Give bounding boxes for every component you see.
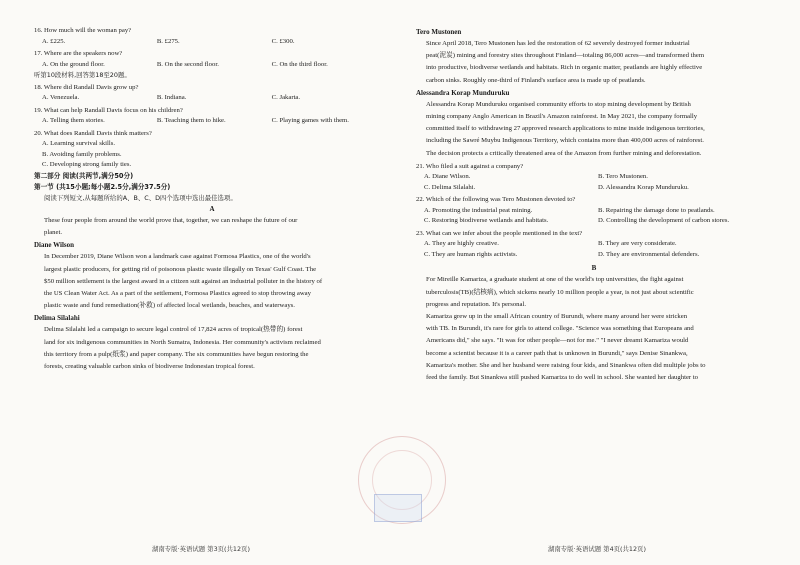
silalahi-line: Delima Silalahi led a campaign to secure legal control of 17,824 acres of tropical(热带的) forest xyxy=(44,326,303,334)
options-18 xyxy=(34,93,390,104)
options-20 xyxy=(34,139,390,171)
option-19-c: C. Playing games with them. xyxy=(271,117,349,124)
options-19 xyxy=(34,116,390,127)
watermark-badge xyxy=(374,494,422,522)
option-22-b: B. Repairing the damage done to peatlands. xyxy=(598,206,715,214)
mustonen-line: Since April 2018, Tero Mustonen has led the restoration of 62 severely destroyed former industrial xyxy=(426,40,690,47)
option-23-b: B. They are very considerate. xyxy=(598,240,677,248)
passage-b-line: with TB. In Burundi, it's rare for girls to attend college. "Science was something that Europeans and xyxy=(426,325,694,333)
part-heading: 第二部分 阅读(共两节,满分50分) xyxy=(34,171,134,180)
intro-line: These four people from around the world prove that, together, we can reshape the future of our xyxy=(44,217,298,224)
mustonen-line: peat(泥炭) mining and forestry sites throughout Finland—totaling 86,000 acres—and transformed them xyxy=(426,52,705,60)
munduruku-line: including the Sawré Muybu Indigenous Territory, which contains more than 400,000 acres of rainforest. xyxy=(426,137,704,145)
section-heading: 第一节 (共15小题;每小题2.5分,满分37.5分) xyxy=(34,182,171,191)
question-22: 22. Which of the following was Tero Mustonen devoted to? xyxy=(416,196,576,204)
question-18: 18. Where did Randall Davis grow up? xyxy=(34,83,139,91)
question-19: 19. What can help Randall Davis focus on his children? xyxy=(34,106,183,114)
option-17-c: C. On the third floor. xyxy=(271,60,328,68)
mustonen-heading: Tero Mustonen xyxy=(416,28,462,36)
option-18-a: A. Venezuela. xyxy=(42,94,80,101)
options-16 xyxy=(34,37,390,48)
options-23 xyxy=(416,239,772,250)
wilson-line: In December 2019, Diane Wilson won a landmark case against Formosa Plastics, one of the world's xyxy=(44,253,311,261)
option-23-a: A. They are highly creative. xyxy=(424,240,499,248)
passage-b-line: For Mireille Kamariza, a graduate student at one of the world's top universities, the fight against xyxy=(426,276,684,284)
passage-b-line: Kamariza grew up in the small African country of Burundi, where many around her were stricken xyxy=(426,312,688,320)
wilson-line: plastic waste and fund remediation(补救) of affected local wetlands, beaches, and waterways. xyxy=(44,302,295,310)
wilson-line: the US Clean Water Act. As a part of the settlement, Formosa Plastics agreed to stop throwing away xyxy=(44,290,311,298)
silalahi-line: land for six indigenous communities in North Sumatra, Indonesia. Her community's activism reclaimed xyxy=(44,338,321,346)
option-17-b: B. On the second floor. xyxy=(156,60,219,68)
option-17-a: A. On the ground floor. xyxy=(42,60,105,68)
passage-b-line: tuberculosis(TB)(结核病), which sickens nearly 10 million people a year, is not just about scientific xyxy=(426,288,694,296)
munduruku-line: The decision protects a critically threatened area of the Amazon from further mining and deforestation. xyxy=(426,149,702,157)
question-21: 21. Who filed a suit against a company? xyxy=(416,162,524,170)
munduruku-line: Alessandra Korap Munduruku organised community efforts to stop mining development by British xyxy=(426,100,691,108)
silalahi-paragraph xyxy=(34,324,390,373)
right-page xyxy=(404,0,800,565)
option-22-c: C. Restoring biodiverse wetlands and habitats. xyxy=(424,217,549,225)
option-16-a: A. £225. xyxy=(42,37,66,45)
option-19-b: B. Teaching them to hike. xyxy=(156,117,226,124)
wilson-line: $50 million settlement is the largest award in a citizen suit against an industrial polluter in the history of xyxy=(44,277,323,285)
mustonen-line: carbon sinks. Roughly one-third of Finland's surface area is made up of peatlands. xyxy=(426,76,646,84)
option-20-a: A. Learning survival skills. xyxy=(42,140,115,147)
mustonen-line: into productive, biodiverse wetlands and habitats. Rich in organic matter, peatlands are highly effective xyxy=(426,64,703,72)
wilson-heading: Diane Wilson xyxy=(34,241,75,250)
question-17: 17. Where are the speakers now? xyxy=(34,50,123,57)
question-16: 16. How much will the woman pay? xyxy=(34,27,132,34)
option-22-a: A. Promoting the industrial peat mining. xyxy=(424,206,533,214)
passage-b-line: Americans did," she says. "It was for other people—not for me." "I never dreamt Kamariza would xyxy=(426,337,689,345)
passage-b-label: B xyxy=(591,264,597,273)
option-21-c: C. Delima Silalahi. xyxy=(424,183,476,191)
options-21 xyxy=(416,172,772,183)
option-19-a: A. Telling them stories. xyxy=(42,117,105,124)
passage-b-line: progress and reputation. It's personal. xyxy=(426,300,527,308)
munduruku-line: committed itself to withdrawing 27 approved research applications to mine inside indigenous territories, xyxy=(426,125,705,133)
option-18-c: C. Jakarta. xyxy=(271,94,301,101)
options-17 xyxy=(34,60,390,71)
intro-paragraph xyxy=(34,215,390,239)
listening-instruction: 听第10段材料,回答第18至20题。 xyxy=(34,71,131,79)
options-21-row2 xyxy=(416,183,772,194)
passage-a-label: A xyxy=(209,205,215,213)
passage-b-line: Kamariza's mother. She and her husband were raising four kids, and Sinankwa often did multiple jobs to xyxy=(426,361,706,369)
munduruku-line: mining company Anglo American in Brazil's Amazon rainforest. In May 2021, the company formally xyxy=(426,113,698,121)
option-16-c: C. £300. xyxy=(271,37,295,45)
wilson-paragraph xyxy=(34,251,390,312)
option-20-b: B. Avoiding family problems. xyxy=(42,150,122,158)
options-23-row2 xyxy=(416,250,772,261)
silalahi-heading: Delima Silalahi xyxy=(34,314,80,323)
question-23: 23. What can we infer about the people mentioned in the text? xyxy=(416,229,583,237)
silalahi-line: forests, creating valuable carbon sinks of biodiverse Indonesian tropical forest. xyxy=(44,363,255,371)
option-23-d: D. They are environmental defenders. xyxy=(598,250,700,258)
option-18-b: B. Indiana. xyxy=(156,94,187,101)
intro-line: planet. xyxy=(44,229,63,237)
passage-b-paragraph-1 xyxy=(416,274,772,311)
passage-b-line: become a scientist because it is a career path that is unknown in Burundi," says Denise Sinankwa, xyxy=(426,349,688,357)
munduruku-paragraph xyxy=(416,99,772,160)
option-21-d: D. Alessandra Korap Munduruku. xyxy=(598,183,689,191)
reading-instruction: 阅读下列短文,从每题所给的A、B、C、D四个选项中选出最佳选项。 xyxy=(44,193,237,202)
mustonen-paragraph xyxy=(416,38,772,87)
page-footer-left: 湖南专版·英语试题 第3页(共12页) xyxy=(152,545,250,553)
question-20: 20. What does Randall Davis think matters? xyxy=(34,129,152,137)
silalahi-line: this territory from a pulp(纸浆) and paper company. The six communities have begun restoring the xyxy=(44,350,309,358)
options-22 xyxy=(416,206,772,217)
option-16-b: B. £275. xyxy=(156,37,180,45)
passage-b-paragraph-2 xyxy=(416,311,772,384)
option-21-a: A. Diane Wilson. xyxy=(424,173,471,181)
munduruku-heading: Alessandra Korap Munduruku xyxy=(416,88,510,97)
option-22-d: D. Controlling the development of carbon stores. xyxy=(598,217,730,225)
option-21-b: B. Tero Mustonen. xyxy=(598,173,648,181)
passage-b-line: feed the family. But Sinankwa still pushed Kamariza to do well in school. She wanted her daughter to xyxy=(426,373,699,381)
wilson-line: largest plastic producers, for getting rid of poisonous plastic waste illegally on Texas' Gulf Coast. The xyxy=(44,265,317,273)
options-22-row2 xyxy=(416,216,772,227)
option-23-c: C. They are human rights activists. xyxy=(424,250,518,258)
page-footer-right: 湖南专版·英语试题 第4页(共12页) xyxy=(548,545,646,553)
option-20-c: C. Developing strong family ties. xyxy=(42,161,132,168)
